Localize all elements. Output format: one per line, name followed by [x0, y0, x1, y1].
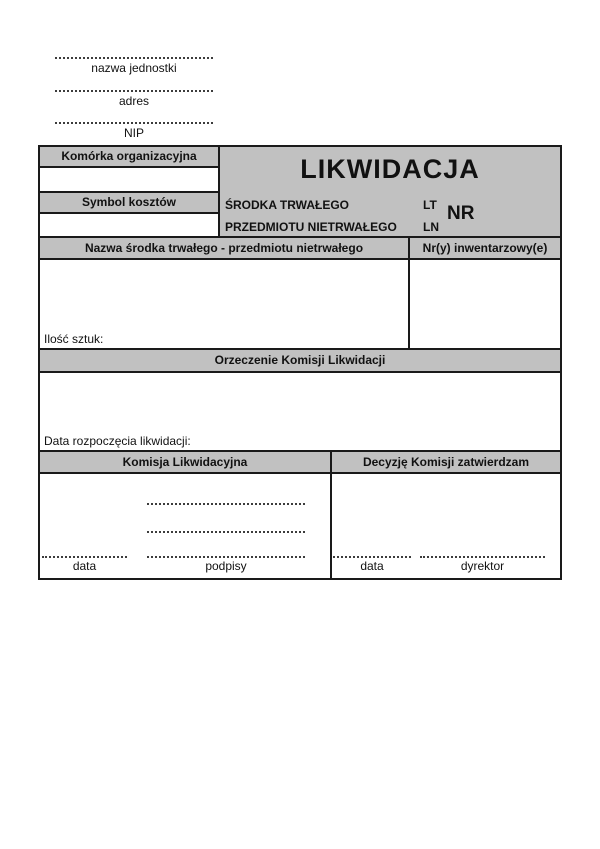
subject-line-fixed-asset	[225, 198, 560, 212]
committee-signature-line-1[interactable]	[147, 501, 305, 505]
approval-director-fill-line[interactable]	[420, 554, 545, 558]
org-unit-input[interactable]	[40, 168, 218, 193]
committee-signature-line-2[interactable]	[147, 529, 305, 533]
form-header-row	[40, 147, 560, 238]
asset-name-input[interactable]	[40, 260, 410, 348]
approval-date-fill-line[interactable]	[333, 554, 411, 558]
committee-signatures-field	[147, 554, 305, 573]
org-unit-header: Komórka organizacyjna	[40, 147, 218, 168]
unit-name-fill-line[interactable]	[55, 55, 213, 59]
nip-label: NIP	[123, 126, 144, 140]
non-durable-label: PRZEDMIOTU NIETRWAŁEGO	[225, 220, 397, 234]
approval-date-field	[333, 554, 411, 573]
inventory-number-input[interactable]	[410, 260, 560, 348]
asset-name-header: Nazwa środka trwałego - przedmiotu nietrwałego	[40, 238, 410, 258]
form-number-label: NR	[447, 203, 475, 224]
asset-body-row	[40, 260, 560, 350]
nip-fill-line[interactable]	[55, 120, 213, 124]
org-cost-column	[40, 147, 220, 236]
subject-line-non-durable	[225, 220, 560, 234]
committee-signatures-label: podpisy	[205, 559, 247, 573]
asset-header-row	[40, 238, 560, 260]
approval-cell	[332, 474, 560, 578]
address-label: adres	[118, 94, 150, 108]
approval-director-field	[420, 554, 545, 573]
signature-body-row	[40, 474, 560, 578]
fixed-asset-label: ŚRODKA TRWAŁEGO	[225, 198, 350, 212]
committee-header: Komisja Likwidacyjna	[40, 452, 332, 472]
committee-signatures-fill-line[interactable]	[147, 554, 305, 558]
approval-date-label: data	[360, 559, 384, 573]
title-block	[220, 147, 560, 236]
non-durable-code: LN	[423, 220, 439, 234]
inventory-number-header: Nr(y) inwentarzowy(e)	[422, 241, 548, 255]
signature-header-row	[40, 452, 560, 474]
liquidation-form	[38, 145, 562, 580]
verdict-input[interactable]	[40, 373, 560, 452]
quantity-label: Ilość sztuk:	[44, 332, 104, 346]
liquidation-start-date-label: Data rozpoczęcia likwidacji:	[44, 434, 191, 448]
committee-cell	[40, 474, 332, 578]
cost-symbol-input[interactable]	[40, 214, 218, 236]
committee-date-label: data	[72, 559, 97, 573]
form-title: LIKWIDACJA	[300, 154, 480, 184]
verdict-header: Orzeczenie Komisji Likwidacji	[40, 350, 560, 373]
cost-symbol-header: Symbol kosztów	[40, 193, 218, 214]
address-fill-line[interactable]	[55, 88, 213, 92]
letterhead-field-unit-name	[55, 55, 213, 75]
committee-date-field	[42, 554, 127, 573]
letterhead-field-nip	[55, 120, 213, 140]
unit-name-label: nazwa jednostki	[91, 61, 177, 75]
fixed-asset-code: LT	[423, 198, 437, 212]
approval-director-label: dyrektor	[460, 559, 505, 573]
approval-header: Decyzję Komisji zatwierdzam	[362, 455, 530, 469]
letterhead-field-address	[55, 88, 213, 108]
committee-date-fill-line[interactable]	[42, 554, 127, 558]
